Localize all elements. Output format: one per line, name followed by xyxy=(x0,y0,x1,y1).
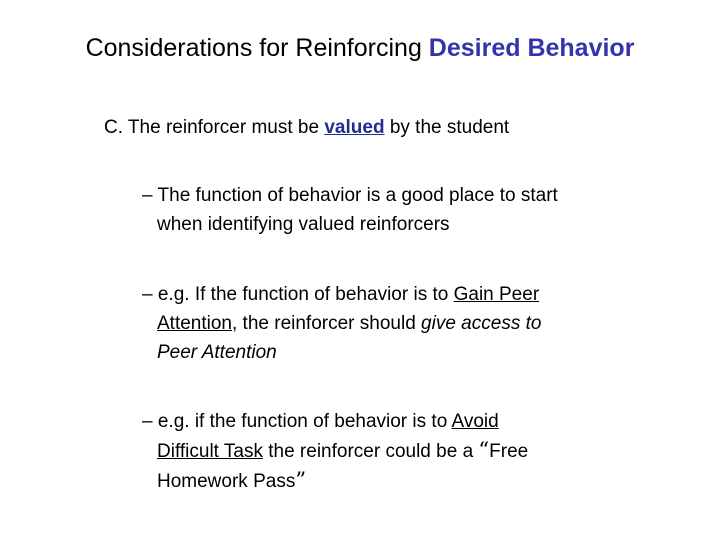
slide-title xyxy=(0,30,720,66)
bullet-avoid-task xyxy=(142,407,622,496)
bullet-line xyxy=(142,338,622,367)
bullet-line xyxy=(142,181,622,210)
quoted-text: Free xyxy=(489,441,529,462)
bullet-function-start xyxy=(142,181,622,239)
point-c-emphasis: valued xyxy=(324,117,385,138)
bullet-line xyxy=(142,436,622,466)
bullet-line xyxy=(142,280,622,309)
title-prefix: Considerations for Reinforcing xyxy=(85,34,429,62)
attention-underlined: Attention xyxy=(157,313,232,334)
point-c-after: by the student xyxy=(384,117,510,138)
bullet-text: , the reinforcer should xyxy=(232,313,422,334)
difficult-task-underlined: Difficult Task xyxy=(157,441,263,462)
dash-marker: – xyxy=(142,185,153,206)
dash-marker: – xyxy=(142,284,153,305)
point-c xyxy=(104,114,509,142)
bullet-text: The function of behavior is a good place to start xyxy=(157,185,558,206)
point-c-before: C. The reinforcer must be xyxy=(104,117,325,138)
quoted-text: Homework Pass xyxy=(157,471,296,492)
bullet-text: e.g. if the function of behavior is to xyxy=(157,411,452,432)
title-accent: Desired Behavior xyxy=(428,34,635,62)
bullet-line xyxy=(142,309,622,338)
gain-peer-underlined: Gain Peer xyxy=(453,284,540,305)
bullet-line xyxy=(142,210,622,239)
dash-marker: – xyxy=(142,411,153,432)
give-access-italic: give access to xyxy=(421,313,542,334)
bullet-text: e.g. If the function of behavior is to xyxy=(157,284,454,305)
bullet-text: when identifying valued reinforcers xyxy=(157,214,450,235)
bullet-line xyxy=(142,466,622,496)
close-quote: ” xyxy=(295,468,307,492)
bullet-line xyxy=(142,407,622,436)
bullet-peer-attention xyxy=(142,280,622,367)
open-quote: “ xyxy=(478,438,490,462)
peer-attention-italic: Peer Attention xyxy=(157,342,277,363)
avoid-underlined: Avoid xyxy=(451,411,499,432)
bullet-text: the reinforcer could be a xyxy=(262,441,479,462)
